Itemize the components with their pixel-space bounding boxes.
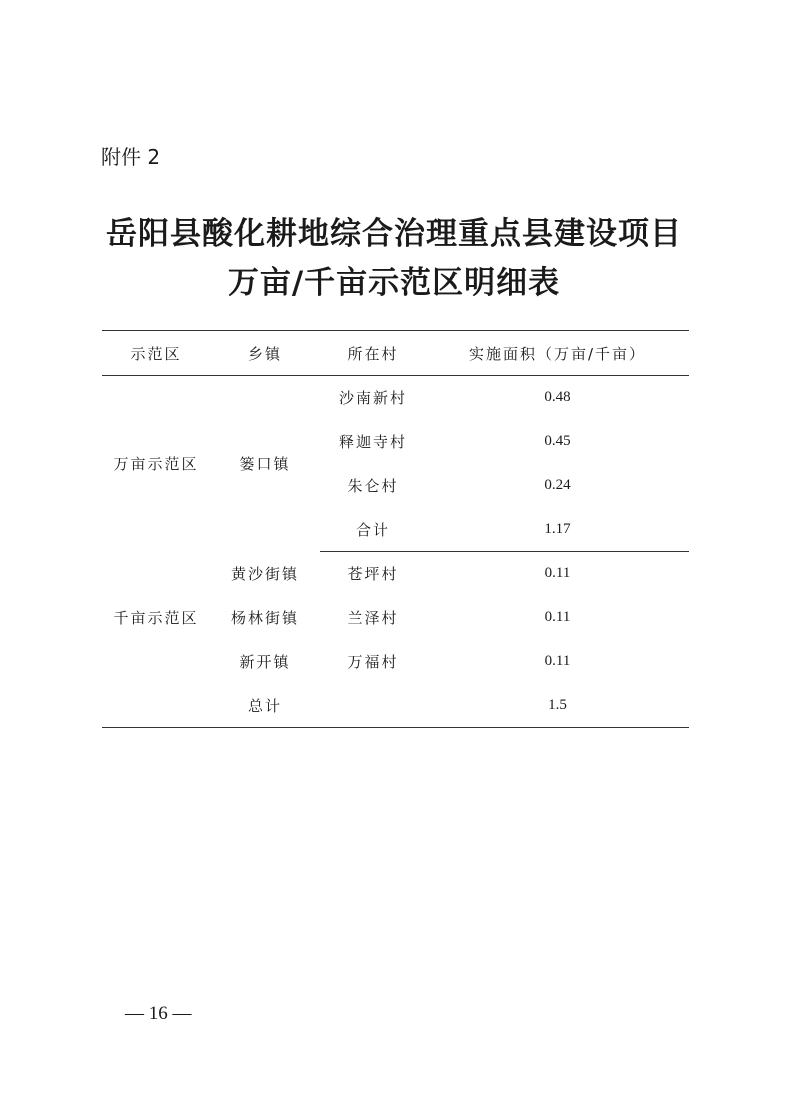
table-row <box>102 376 689 420</box>
header-area: 实施面积（万亩/千亩） <box>468 344 647 363</box>
village-cell: 苍坪村 <box>347 565 399 584</box>
area-cell: 0.48 <box>544 389 571 406</box>
document-title-line-1: 岳阳县酸化耕地综合治理重点县建设项目 <box>106 216 682 252</box>
village-cell: 万福村 <box>347 653 399 671</box>
village-cell: 兰泽村 <box>347 609 399 627</box>
page-number: — 16 — <box>125 1003 192 1024</box>
town-cell: 黄沙街镇 <box>230 565 299 583</box>
town-cell: 杨林街镇 <box>230 609 299 627</box>
table-row <box>102 552 689 596</box>
area-cell: 0.24 <box>544 477 571 493</box>
attachment-label: 附件 2 <box>101 145 161 169</box>
town-cell: 新开镇 <box>239 653 291 671</box>
header-village: 所在村 <box>347 344 399 363</box>
area-cell: 0.11 <box>544 653 571 669</box>
village-cell: 朱仑村 <box>347 477 399 495</box>
document-title-line-2: 万亩/千亩示范区明细表 <box>227 265 561 301</box>
village-cell: 释迦寺村 <box>338 433 407 451</box>
table-header-row <box>102 331 689 376</box>
demonstration-area-table <box>102 330 689 728</box>
area-cell: 0.11 <box>544 565 571 582</box>
area-cell: 0.11 <box>544 609 571 625</box>
subtotal-label: 合计 <box>320 508 426 552</box>
village-cell: 沙南新村 <box>338 389 407 408</box>
total-value: 1.5 <box>548 696 567 713</box>
zone-cell-qianmu: 千亩示范区 <box>113 609 199 627</box>
total-row <box>102 684 689 728</box>
zone-cell-wanmu: 万亩示范区 <box>113 455 199 474</box>
header-town: 乡镇 <box>247 344 282 363</box>
total-label: 总计 <box>247 696 282 715</box>
header-zone: 示范区 <box>130 344 182 363</box>
area-cell: 0.45 <box>544 433 571 449</box>
town-cell-loukou: 篓口镇 <box>239 455 291 474</box>
subtotal-value: 1.17 <box>426 508 689 552</box>
